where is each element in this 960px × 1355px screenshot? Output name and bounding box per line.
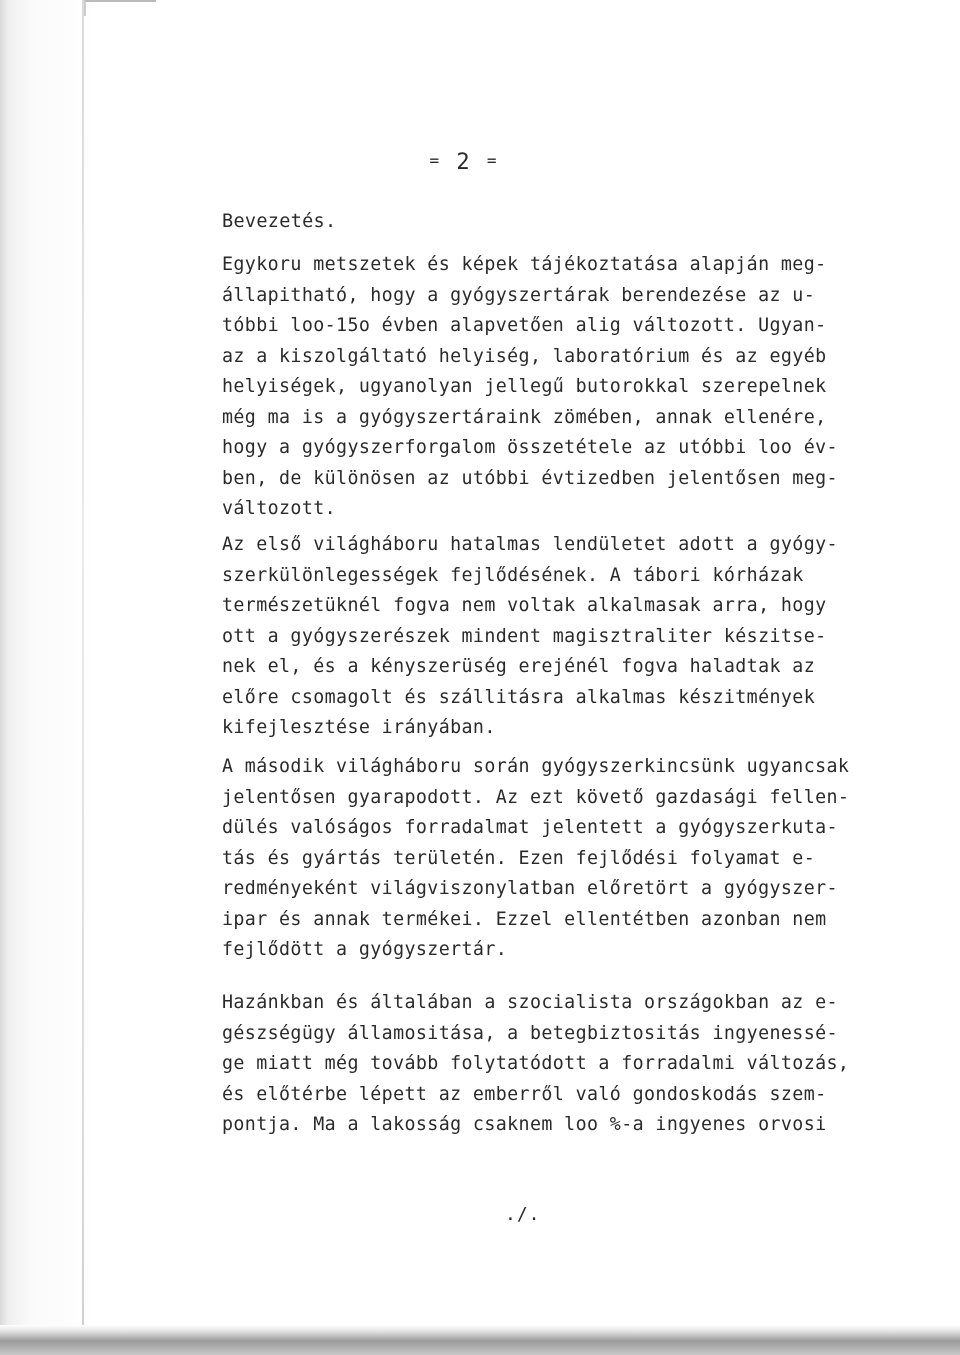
binding-edge-shadow — [0, 0, 95, 1355]
page-number — [424, 150, 504, 175]
paragraph-2 — [222, 530, 882, 744]
text-line: természetüknél fogva nem voltak alkalmasak arra, hogy — [222, 595, 827, 616]
text-line: hogy a gyógyszerforgalom összetétele az utóbbi loo év- — [222, 437, 838, 458]
page-number-value: 2 — [456, 150, 472, 175]
text-line: tóbbi loo-15o évben alapvetően alig változott. Ugyan- — [222, 315, 827, 336]
text-line: pontja. Ma a lakosság csaknem loo %-a ingyenes orvosi — [222, 1114, 827, 1135]
text-line: tás és gyártás területén. Ezen fejlődési folyamat e- — [222, 847, 816, 869]
text-line: ipar és annak termékei. Ezzel ellentétben azonban nem — [222, 908, 827, 930]
section-title: Bevezetés. — [222, 211, 337, 232]
text-line: kifejlesztése irányában. — [222, 717, 496, 738]
text-line: előre csomagolt és szállitásra alkalmas készitmények — [222, 686, 816, 708]
corner-scan-mark — [84, 0, 156, 16]
text-line: redményeként világviszonylatban előretört a gyógyszer- — [222, 878, 838, 899]
text-line: szerkülönlegességek fejlődésének. A tábori kórházak — [222, 564, 804, 586]
text-line: fejlődött a gyógyszertár. — [222, 939, 508, 960]
binding-edge-line — [82, 0, 84, 1325]
text-line: gészségügy államositása, a betegbiztositás ingyenessé- — [222, 1022, 838, 1044]
paragraph-1 — [222, 250, 882, 525]
paragraph-4 — [222, 988, 882, 1141]
text-line: még ma is a gyógyszertáraink zömében, annak ellenére, — [222, 406, 827, 428]
page-number-dash-right: = — [486, 151, 499, 170]
scan-bottom-edge — [0, 1325, 960, 1355]
text-line: ge miatt még tovább folytatódott a forradalmi változás, — [222, 1053, 850, 1074]
text-line: dülés valóságos forradalmat jelentett a gyógyszerkuta- — [222, 817, 838, 838]
text-line: ott a gyógyszerészek mindent magisztraliter készitse- — [222, 625, 827, 647]
text-line: az a kiszolgáltató helyiség, laboratórium és az egyéb — [222, 345, 827, 367]
text-line: jelentősen gyarapodott. Az ezt követő gazdasági fellen- — [222, 786, 850, 808]
text-line: Hazánkban és általában a szocialista országokban az e- — [222, 992, 838, 1013]
text-line: állapitható, hogy a gyógyszertárak berendezése az u- — [222, 284, 816, 306]
text-line: és előtérbe lépett az emberről való gondoskodás szem- — [222, 1083, 827, 1105]
text-line: Egykoru metszetek és képek tájékoztatása alapján meg- — [222, 254, 827, 275]
page-number-dash-left: = — [429, 151, 442, 170]
text-line: nek el, és a kényszerüség erejénél fogva haladtak az — [222, 656, 816, 677]
text-line: Az első világháboru hatalmas lendületet adott a gyógy- — [222, 534, 838, 555]
text-line: A második világháboru során gyógyszerkincsünk ugyancsak — [222, 756, 850, 777]
text-line: helyiségek, ugyanolyan jellegű butorokkal szerepelnek — [222, 376, 827, 397]
continuation-mark: ./. — [505, 1204, 541, 1225]
text-line: változott. — [222, 498, 337, 519]
text-line: ben, de különösen az utóbbi évtizedben jelentősen meg- — [222, 467, 838, 489]
paragraph-3 — [222, 752, 882, 966]
